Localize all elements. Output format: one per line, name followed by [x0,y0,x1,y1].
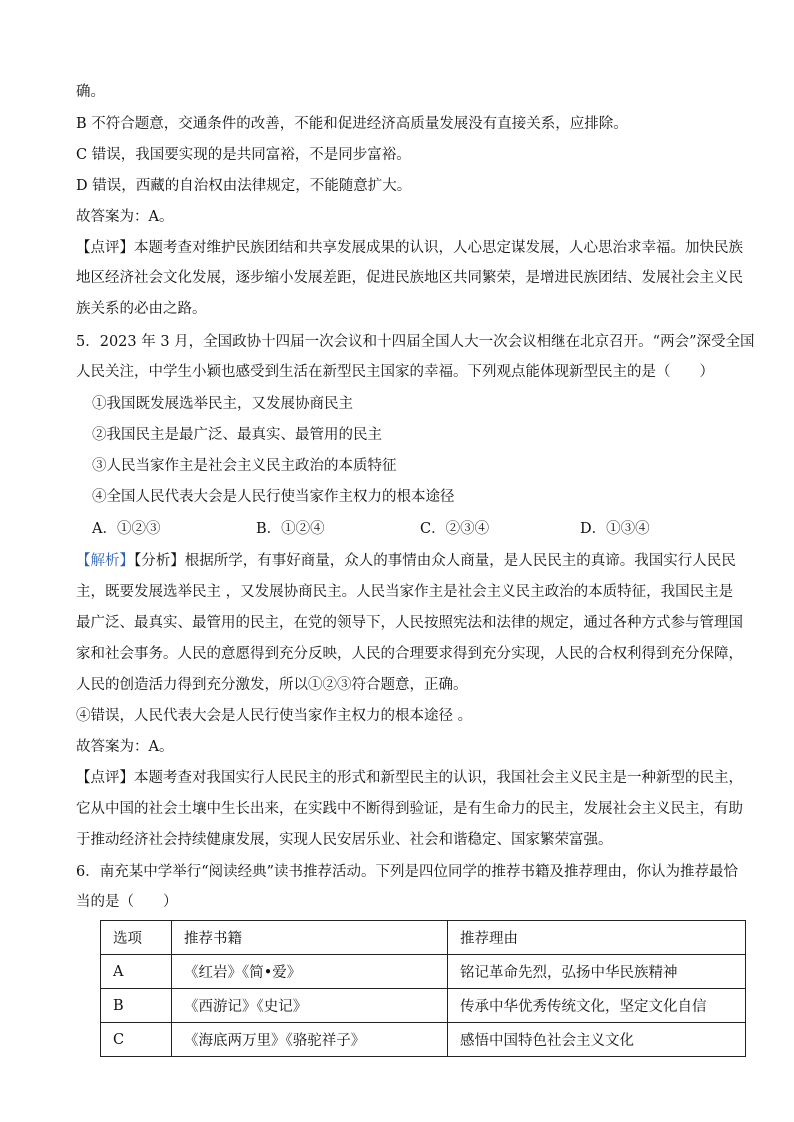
book-recommendation-table [100,920,746,1057]
cell-books: 《海底两万里》《骆驼祥子》 [172,1023,448,1057]
statement-1: ①我国既发展选举民主，又发展协商民主 [92,396,353,412]
text-line: D 错误，西藏的自治权由法律规定，不能随意扩大。 [76,178,412,194]
header-books: 推荐书籍 [172,921,448,955]
option-a: A．①②③ [92,521,161,537]
answer-line: 故答案为：A。 [76,209,174,225]
question-5-stem: 5．2023 年 3 月，全国政协十四届一次会议和十四届全国人大一次会议相继在北京召开。“两会”深受全国 [76,334,755,350]
comment-line: 于推动经济社会持续健康发展，实现人民安居乐业、社会和谐稳定、国家繁荣富强。 [76,832,613,848]
comment-line: 地区经济社会文化发展，逐步缩小发展差距，促进民族地区共同繁荣，是增进民族团结、发展社会主义民 [76,270,743,286]
analysis-line: 家和社会事务。人民的意愿得到充分反映，人民的合理要求得到充分实现，人民的合权利得到充分保障， [76,646,743,662]
cell-option: A [101,955,172,989]
statement-2: ②我国民主是最广泛、最真实、最管用的民主 [92,427,382,443]
question-6-stem: 6．南充某中学举行“阅读经典”读书推荐活动。下列是四位同学的推荐书籍及推荐理由，你认为推荐最恰 [76,864,739,880]
table-row [101,989,746,1023]
comment-line: 它从中国的社会土壤中生长出来，在实践中不断得到验证，是有生命力的民主，发展社会主义民主，有助 [76,801,743,817]
cell-reason: 传承中华优秀传统文化，坚定文化自信 [448,989,746,1023]
analysis-line: 主，既要发展选举民主 ，又发展协商民主。人民当家作主是社会主义民主政治的本质特征，我国民主是 [76,584,734,600]
statement-3: ③人民当家作主是社会主义民主政治的本质特征 [92,458,397,474]
text-line: B 不符合题意，交通条件的改善，不能和促进经济高质量发展没有直接关系，应排除。 [76,116,628,132]
cell-reason: 感悟中国特色社会主义文化 [448,1023,746,1057]
header-option: 选项 [101,921,172,955]
option-b: B．①②④ [256,521,325,537]
table-row [101,1023,746,1057]
analysis-tag: 【解析】 [76,553,134,569]
table-header-row [101,921,746,955]
comment-line: 族关系的必由之路。 [76,301,207,317]
question-5-stem: 人民关注，中学生小颖也感受到生活在新型民主国家的幸福。下列观点能体现新型民主的是（ ） [76,364,714,380]
cell-option: C [101,1023,172,1057]
text-line: 确。 [76,84,105,100]
analysis-text: 【分析】根据所学，有事好商量，众人的事情由众人商量，是人民民主的真谛。我国实行人民民 [134,553,736,569]
question-6-stem: 当的是（ ） [76,894,178,910]
comment-line: 【点评】本题考查对维护民族团结和共享发展成果的认识，人心思定谋发展，人心思治求幸福。加快民族 [76,240,743,256]
statement-4: ④全国人民代表大会是人民行使当家作主权力的根本途径 [92,489,455,505]
answer-options [92,519,732,539]
cell-books: 《红岩》《简•爱》 [172,955,448,989]
option-d: D．①③④ [580,521,650,537]
cell-books: 《西游记》《史记》 [172,989,448,1023]
table-row [101,955,746,989]
cell-reason: 铭记革命先烈，弘扬中华民族精神 [448,955,746,989]
analysis-line: 人民的创造活力得到充分激发，所以①②③符合题意，正确。 [76,677,468,693]
answer-line: 故答案为：A。 [76,739,174,755]
cell-option: B [101,989,172,1023]
analysis-line [76,551,736,571]
comment-line: 【点评】本题考查对我国实行人民民主的形式和新型民主的认识，我国社会主义民主是一种新型的民主， [76,770,743,786]
analysis-line: ④错误，人民代表大会是人民行使当家作主权力的根本途径 。 [76,708,473,724]
text-line: C 错误，我国要实现的是共同富裕，不是同步富裕。 [76,147,411,163]
header-reason: 推荐理由 [448,921,746,955]
analysis-line: 最广泛、最真实、最管用的民主，在党的领导下，人民按照宪法和法律的规定，通过各种方式参与管理国 [76,615,743,631]
option-c: C．②③④ [420,521,490,537]
